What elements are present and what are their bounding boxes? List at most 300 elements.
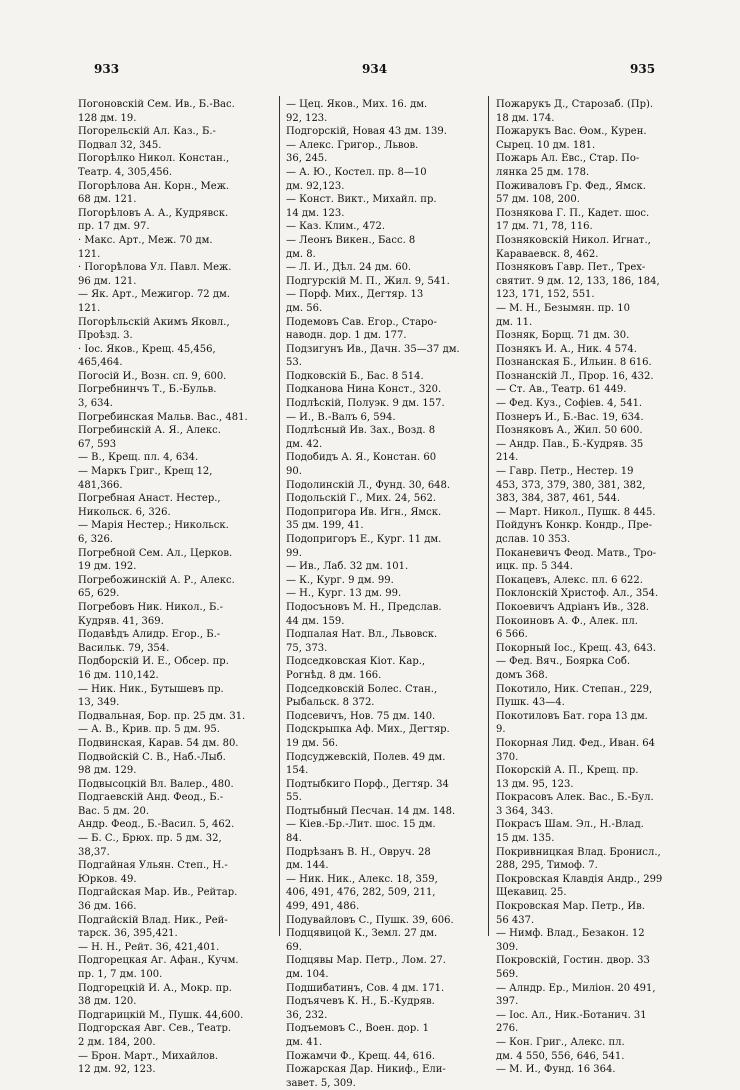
- directory-entry: [496, 1036, 701, 1063]
- entry-line: Покорскій А. П., Крещ. пр.: [496, 765, 639, 777]
- entry-line: 481,366.: [78, 479, 123, 491]
- entry-line: 12 дм. 92, 123.: [78, 1064, 156, 1076]
- entry-line: 67, 593: [78, 438, 117, 450]
- entry-line: Покоевичъ Адріанъ Ив., 328.: [496, 601, 650, 613]
- directory-entry: [496, 655, 701, 682]
- directory-entry: [496, 465, 701, 506]
- entry-line: 370.: [496, 751, 519, 763]
- entry-line: завет. 5, 309.: [286, 1077, 356, 1089]
- entry-line: — Ник. Ник., Бутышевъ пр.: [78, 683, 224, 695]
- entry-line: Подвинская, Карав. 54 дм. 80.: [78, 737, 239, 749]
- entry-line: 16 дм. 110,142.: [78, 669, 159, 681]
- entry-line: Каравaевск. 8, 462.: [496, 248, 599, 260]
- directory-entry: [78, 1022, 283, 1049]
- directory-entry: [496, 710, 701, 737]
- entry-line: Подвальная, Бор. пр. 25 дм. 31.: [78, 710, 246, 722]
- directory-entry: [286, 98, 491, 125]
- entry-line: 383, 384, 387, 461, 544.: [496, 493, 621, 505]
- directory-entry: [78, 411, 283, 425]
- entry-line: — Б. С., Брюх. пр. 5 дм. 32,: [78, 833, 222, 845]
- entry-line: Васильк. 79, 354.: [78, 642, 170, 654]
- entry-line: Пожарукъ Вас. Ѳом., Курен.: [496, 126, 647, 138]
- entry-line: Поклонскій Христоф. Ал., 354.: [496, 588, 659, 600]
- entry-line: 53.: [286, 357, 302, 369]
- directory-entry: [78, 723, 283, 737]
- entry-line: Пожамчи Ф., Крещ. 44, 616.: [286, 1050, 436, 1062]
- directory-entry: [496, 125, 701, 152]
- entry-line: — Конст. Викт., Михайл. пр.: [286, 194, 437, 206]
- entry-line: 35 дм. 199, 41.: [286, 520, 364, 532]
- directory-entry: [496, 152, 701, 179]
- directory-entry: [496, 900, 701, 927]
- entry-line: Позняковъ А., Жил. 50 600.: [496, 425, 643, 437]
- entry-line: Подцявицой К., Земл. 27 дм.: [286, 928, 438, 940]
- directory-entry: [78, 316, 283, 343]
- entry-line: Подскрыпка Аф. Мих., Дегтяр.: [286, 724, 450, 736]
- directory-entry: [78, 519, 283, 546]
- entry-line: 499, 491, 486.: [286, 901, 360, 913]
- entry-line: Рыбальск. 8 372.: [286, 697, 375, 709]
- directory-entry: [286, 533, 491, 560]
- directory-entry: [496, 438, 701, 465]
- entry-line: 19 дм. 56.: [286, 737, 339, 749]
- directory-entry: [78, 288, 283, 315]
- entry-line: Подгурскій М. П., Жил. 9, 541.: [286, 275, 450, 287]
- directory-entry: [286, 424, 491, 451]
- entry-line: Подувайловъ С., Пушк. 39, 606.: [286, 914, 454, 926]
- entry-line: Подемовъ Сав. Егор., Старо-: [286, 316, 437, 328]
- entry-line: 14 дм. 123.: [286, 207, 345, 219]
- directory-entry: [286, 778, 491, 805]
- directory-entry: [496, 424, 701, 438]
- entry-line: Пожарская Дар. Никиф., Ели-: [286, 1064, 446, 1076]
- entry-line: 57 дм. 108, 200.: [496, 194, 580, 206]
- entry-line: · Іос. Яков., Крещ. 45,456,: [78, 343, 216, 355]
- entry-line: 65, 629.: [78, 588, 120, 600]
- entry-line: Никольск. 6, 326.: [78, 506, 171, 518]
- entry-line: Погорельскій Ал. Каз., Б.-: [78, 126, 216, 138]
- directory-entry: [496, 356, 701, 370]
- entry-line: 38,37.: [78, 846, 110, 858]
- entry-line: · Погорѣлова Ул. Павл. Меж.: [78, 262, 232, 274]
- directory-entry: [286, 397, 491, 411]
- entry-line: Проѣзд. 3.: [78, 330, 133, 342]
- directory-entry: [78, 1009, 283, 1023]
- entry-line: — А. Ю., Костел. пр. 8—10: [286, 166, 427, 178]
- entry-line: Подковскій Б., Бас. 8 514.: [286, 370, 424, 382]
- directory-entry: [78, 655, 283, 682]
- entry-line: 36, 245.: [286, 153, 328, 165]
- entry-line: Погорѣловъ А. А., Кудрявск.: [78, 207, 229, 219]
- entry-line: 96 дм. 121.: [78, 275, 137, 287]
- directory-entry: [78, 207, 283, 234]
- entry-line: 18 дм. 174.: [496, 112, 555, 124]
- directory-entry: [286, 193, 491, 220]
- directory-entry: [496, 846, 701, 873]
- directory-entry: [286, 751, 491, 778]
- directory-entry: [286, 506, 491, 533]
- directory-entry: [286, 166, 491, 193]
- entry-line: Подольскій Г., Мих. 24, 562.: [286, 493, 437, 505]
- entry-line: дм. 41.: [286, 1036, 323, 1048]
- entry-line: — Леонъ Викен., Басс. 8: [286, 234, 416, 246]
- entry-line: Погосій И., Возн. сп. 9, 600.: [78, 370, 227, 382]
- directory-entry: [496, 234, 701, 261]
- entry-line: Рогнѣд. 8 дм. 166.: [286, 669, 382, 681]
- entry-line: Позняковъ Гавр. Пет., Трех-: [496, 262, 646, 274]
- entry-line: 99.: [286, 547, 302, 559]
- directory-entry: [78, 791, 283, 818]
- entry-line: Покровскій, Гостин. двор. 33: [496, 955, 650, 967]
- directory-entry: [496, 683, 701, 710]
- entry-line: — И., В.-Валъ 6, 594.: [286, 411, 396, 423]
- directory-entry: [286, 234, 491, 261]
- entry-line: Вас. 5 дм. 20.: [78, 805, 150, 817]
- directory-entry: [78, 737, 283, 751]
- entry-line: Покорный Іос., Крещ. 43, 643.: [496, 642, 657, 654]
- column-3: [496, 98, 701, 1077]
- directory-entry: [286, 275, 491, 289]
- entry-line: 453, 373, 379, 380, 381, 382,: [496, 479, 646, 491]
- entry-line: — Іос. Ал., Ник.-Ботанич. 31: [496, 1009, 647, 1021]
- directory-entry: [286, 587, 491, 601]
- directory-entry: [286, 288, 491, 315]
- entry-line: Пушк. 43—4.: [496, 697, 565, 709]
- directory-entry: [78, 832, 283, 859]
- directory-entry: [496, 873, 701, 900]
- directory-entry: [286, 492, 491, 506]
- directory-entry: [286, 560, 491, 574]
- entry-line: Подопригоръ Е., Кург. 11 дм.: [286, 534, 442, 545]
- entry-line: — Марія Нестер.; Никольск.: [78, 520, 229, 532]
- entry-line: Покацевъ, Алекс. пл. 6 622.: [496, 574, 643, 586]
- directory-entry: [496, 791, 701, 818]
- entry-line: — Каз. Клим., 472.: [286, 221, 386, 233]
- directory-entry: [496, 302, 701, 329]
- directory-entry: [496, 764, 701, 791]
- entry-line: 38 дм. 120.: [78, 996, 137, 1008]
- entry-line: Покорная Лид. Фед., Иван. 64: [496, 737, 656, 749]
- directory-entry: [496, 954, 701, 981]
- entry-line: 98 дм. 129.: [78, 765, 137, 777]
- entry-line: Подолинскій Л., Фунд. 30, 648.: [286, 479, 451, 491]
- entry-line: Познякова Г. П., Кадет. шос.: [496, 207, 650, 219]
- entry-line: Подтыбный Песчан. 14 дм. 148.: [286, 805, 456, 817]
- entry-line: лянка 25 дм. 178.: [496, 166, 590, 178]
- entry-line: 309.: [496, 941, 519, 953]
- entry-line: Позняк, Борщ. 71 дм. 30.: [496, 330, 630, 342]
- entry-line: 6, 326.: [78, 534, 113, 545]
- entry-line: Погребной Сем. Ал., Церков.: [78, 547, 233, 559]
- directory-entry: [286, 370, 491, 384]
- column-2: [286, 98, 491, 1090]
- column-1: [78, 98, 283, 1077]
- entry-line: святит. 9 дм. 12, 133, 186, 184,: [496, 275, 660, 287]
- page-number-center: 934: [362, 62, 388, 76]
- entry-line: 69.: [286, 941, 302, 953]
- directory-entry: [286, 846, 491, 873]
- entry-line: — К., Кург. 9 дм. 99.: [286, 574, 394, 586]
- entry-line: Подъячевъ К. Н., Б.-Кудряв.: [286, 996, 435, 1008]
- entry-line: 19 дм. 192.: [78, 561, 137, 573]
- entry-line: 154.: [286, 765, 309, 777]
- entry-line: 2 дм. 184, 200.: [78, 1036, 156, 1048]
- entry-line: 3 364, 343.: [496, 805, 554, 817]
- directory-entry: [496, 261, 701, 302]
- directory-entry: [496, 927, 701, 954]
- entry-line: Подгорская Авг. Сев., Театр.: [78, 1023, 232, 1035]
- entry-line: — Кон. Григ., Алекс. пл.: [496, 1036, 625, 1048]
- directory-entry: [496, 329, 701, 343]
- entry-line: 75, 373.: [286, 642, 328, 654]
- entry-line: Познанская Б., Ильин. 8 616.: [496, 357, 652, 369]
- directory-entry: [78, 180, 283, 207]
- directory-entry: [78, 886, 283, 913]
- entry-line: — Н. Н., Рейт. 36, 421,401.: [78, 941, 220, 953]
- entry-line: — М. И., Фунд. 16 364.: [496, 1064, 616, 1076]
- entry-line: 13, 349.: [78, 697, 120, 709]
- directory-entry: [78, 601, 283, 628]
- directory-entry: [78, 683, 283, 710]
- entry-line: Подвал 32, 345.: [78, 139, 162, 151]
- entry-line: Подгорскій, Новая 43 дм. 139.: [286, 126, 447, 138]
- directory-entry: [286, 383, 491, 397]
- directory-entry: [496, 98, 701, 125]
- entry-line: Подгарицкій М., Пушк. 44,600.: [78, 1009, 244, 1021]
- entry-line: дм. 42.: [286, 438, 323, 450]
- entry-line: Погорѣлко Никол. Констан.,: [78, 153, 230, 165]
- directory-entry: [78, 465, 283, 492]
- directory-entry: [286, 805, 491, 819]
- entry-line: Погорѣльскій Акимъ Яковл.,: [78, 316, 230, 328]
- entry-line: Подвысоцкій Вл. Валер., 480.: [78, 778, 234, 790]
- directory-entry: [286, 574, 491, 588]
- entry-line: — М. Н., Безымян. пр. 10: [496, 302, 630, 314]
- entry-line: Юрков. 49.: [78, 873, 137, 885]
- entry-line: Поканевичъ Феод. Матв., Тро-: [496, 547, 657, 559]
- directory-entry: [496, 397, 701, 411]
- entry-line: Андр. Феод., Б.-Васил. 5, 462.: [78, 819, 235, 831]
- directory-entry: [496, 547, 701, 574]
- entry-line: 17 дм. 71, 78, 116.: [496, 221, 593, 233]
- entry-line: 13 дм. 95, 123.: [496, 778, 574, 790]
- directory-entry: [78, 343, 283, 370]
- entry-line: Погребинская Мальв. Вас., 481.: [78, 411, 248, 423]
- entry-line: · Макс. Арт., Меж. 70 дм.: [78, 234, 213, 246]
- directory-entry: [496, 383, 701, 397]
- entry-line: Покривницкая Влад. Бронисл.,: [496, 846, 661, 858]
- entry-line: Познеръ И., Б.-Вас. 19, 634.: [496, 411, 644, 423]
- directory-entry: [78, 778, 283, 792]
- entry-line: Погребнинчъ Т., Б.-Бульв.: [78, 384, 217, 396]
- entry-line: дм. 92,123.: [286, 180, 345, 192]
- directory-entry: [286, 710, 491, 724]
- directory-entry: [78, 451, 283, 465]
- entry-line: Подвойскій С. В., Наб.-Лыб.: [78, 751, 226, 763]
- entry-line: 68 дм. 121.: [78, 194, 137, 206]
- entry-line: 121.: [78, 302, 101, 314]
- entry-line: Подсевичъ, Нов. 75 дм. 140.: [286, 710, 436, 722]
- directory-entry: [78, 941, 283, 955]
- directory-entry: [286, 261, 491, 275]
- entry-line: Подавѣдъ Алидр. Егор., Б.-: [78, 629, 221, 641]
- entry-line: дм. 144.: [286, 860, 329, 872]
- entry-line: 3, 634.: [78, 398, 113, 410]
- directory-entry: [496, 574, 701, 588]
- entry-line: — Андр. Пав., Б.-Кудряв. 35: [496, 438, 644, 450]
- entry-line: Пойдунъ Конкр. Кондр., Пре-: [496, 520, 653, 532]
- entry-line: — Ник. Ник., Алекс. 18, 359,: [286, 873, 438, 885]
- entry-line: — Гавр. Петр., Нестер. 19: [496, 466, 634, 478]
- page-number-left: 933: [94, 62, 120, 76]
- directory-entry: [286, 818, 491, 845]
- directory-entry: [286, 139, 491, 166]
- entry-line: Подседковская Кіот. Кар.,: [286, 656, 426, 668]
- entry-line: дслав. 10 353.: [496, 534, 571, 545]
- entry-line: дм. 11.: [496, 316, 533, 328]
- entry-line: Покровская Мар. Петр., Ив.: [496, 901, 645, 913]
- directory-entry: [78, 152, 283, 179]
- entry-line: 36 дм. 166.: [78, 901, 137, 913]
- directory-entry: [496, 506, 701, 520]
- entry-line: Подгайская Мар. Ив., Рейтар.: [78, 887, 238, 899]
- entry-line: Поживаловъ Гр. Фед., Ямск.: [496, 180, 646, 192]
- entry-line: пр. 1, 7 дм. 100.: [78, 969, 163, 980]
- directory-entry: [286, 927, 491, 954]
- entry-line: Подгорецкій И. А., Мокр. пр.: [78, 982, 232, 994]
- directory-entry: [78, 914, 283, 941]
- entry-line: тарск. 36, 395,421.: [78, 928, 178, 940]
- directory-entry: [78, 125, 283, 152]
- directory-entry: [78, 859, 283, 886]
- entry-line: — Ив., Лаб. 32 дм. 101.: [286, 561, 409, 573]
- directory-entry: [496, 601, 701, 615]
- entry-line: ицк. пр. 5 344.: [496, 561, 573, 573]
- directory-entry: [286, 411, 491, 425]
- directory-entry: [496, 818, 701, 845]
- entry-line: Подобидъ А. Я., Констан. 60: [286, 452, 437, 464]
- directory-entry: [78, 547, 283, 574]
- directory-entry: [286, 628, 491, 655]
- entry-line: Покрасъ Шам. Эл., Н.-Влад.: [496, 819, 644, 831]
- directory-entry: [78, 628, 283, 655]
- entry-line: 36, 232.: [286, 1009, 328, 1021]
- directory-entry: [496, 615, 701, 642]
- entry-line: дм. 56.: [286, 302, 323, 314]
- directory-entry: [286, 1050, 491, 1064]
- directory-entry: [496, 737, 701, 764]
- entry-line: Подтыбкиго Порф., Дегтяр. 34: [286, 778, 449, 790]
- entry-line: Погребожинскій А. Р., Алекс.: [78, 574, 235, 586]
- directory-entry: [286, 220, 491, 234]
- directory-entry: [286, 125, 491, 139]
- entry-line: Подканова Нина Конст., 320.: [286, 384, 442, 396]
- entry-line: Подзигунъ Ив., Дачн. 35—37 дм.: [286, 343, 460, 355]
- directory-entry: [286, 343, 491, 370]
- entry-line: Подгаевскій Анд. Феод., Б.-: [78, 792, 224, 804]
- directory-entry: [286, 1063, 491, 1090]
- directory-entry: [78, 710, 283, 724]
- entry-line: Подгайскій Влад. Ник., Рей-: [78, 914, 228, 926]
- entry-line: Подосъновъ М. Н., Предслав.: [286, 601, 442, 613]
- entry-line: Погребинскій А. Я., Алекс.: [78, 425, 221, 437]
- entry-line: Подрѣзанъ В. Н., Овруч. 28: [286, 846, 431, 858]
- entry-line: Покоиновъ А. Ф., Алек. пл.: [496, 615, 638, 627]
- entry-line: Подгорецкая Аг. Афан., Кучм.: [78, 955, 239, 967]
- entry-line: Щекавиц. 25.: [496, 887, 567, 899]
- entry-line: Покотило, Ник. Степан., 229,: [496, 683, 653, 695]
- entry-line: пр. 17 дм. 97.: [78, 221, 150, 233]
- directory-entry: [496, 642, 701, 656]
- entry-line: наводн. дор. 1 дм. 177.: [286, 330, 407, 342]
- entry-line: 56 437.: [496, 914, 535, 926]
- directory-entry: [286, 723, 491, 750]
- entry-line: Погорѣлова Ан. Корн., Меж.: [78, 180, 230, 192]
- directory-entry: [496, 1009, 701, 1036]
- entry-line: Покрасовъ Алек. Вас., Б.-Бул.: [496, 792, 654, 804]
- directory-entry: [496, 180, 701, 207]
- directory-entry: [286, 982, 491, 996]
- directory-entry: [286, 914, 491, 928]
- entry-line: 465,464.: [78, 357, 123, 369]
- directory-entry: [78, 234, 283, 261]
- page-number-right: 935: [630, 62, 656, 76]
- entry-line: — А. В., Крив. пр. 5 дм. 95.: [78, 724, 220, 736]
- directory-entry: [78, 1050, 283, 1077]
- entry-line: Кудряв. 41, 369.: [78, 615, 164, 627]
- entry-line: Театр. 4, 305,456.: [78, 166, 173, 178]
- directory-entry: [78, 574, 283, 601]
- entry-line: Познякъ И. А., Ник. 4 574.: [496, 343, 637, 355]
- entry-line: домъ 368.: [496, 669, 548, 681]
- entry-line: дм. 104.: [286, 969, 329, 980]
- entry-line: 90.: [286, 466, 302, 478]
- directory-entry: [286, 316, 491, 343]
- directory-entry: [78, 751, 283, 778]
- entry-line: — Л. И., Дѣл. 24 дм. 60.: [286, 262, 412, 274]
- entry-line: — Н., Кург. 13 дм. 99.: [286, 588, 402, 600]
- directory-entry: [286, 1022, 491, 1049]
- entry-line: Подшибатинъ, Сов. 4 дм. 171.: [286, 982, 445, 994]
- entry-line: Покотиловъ Бат. гора 13 дм.: [496, 710, 648, 722]
- entry-line: 92, 123.: [286, 112, 328, 124]
- entry-line: Погоновскій Сем. Ив., Б.-Вас.: [78, 99, 235, 110]
- entry-line: Погребовъ Ник. Никол., Б.-: [78, 601, 223, 613]
- directory-entry: [78, 818, 283, 832]
- entry-line: Подгайная Ульян. Степ., Н.-: [78, 860, 228, 872]
- entry-line: — Алекс. Григор., Львов.: [286, 139, 419, 151]
- directory-entry: [286, 954, 491, 981]
- directory-entry: [78, 383, 283, 410]
- entry-line: — Брон. Март., Михайлов.: [78, 1050, 218, 1062]
- directory-entry: [496, 982, 701, 1009]
- directory-entry: [496, 370, 701, 384]
- directory-entry: [286, 451, 491, 478]
- entry-line: Подсуджевскій, Полев. 49 дм.: [286, 751, 446, 763]
- directory-entry: [496, 343, 701, 357]
- entry-line: Пожарукъ Д., Старозаб. (Пр).: [496, 99, 654, 110]
- directory-entry: [496, 587, 701, 601]
- entry-line: 569.: [496, 969, 519, 980]
- entry-line: 128 дм. 19.: [78, 112, 137, 124]
- entry-line: — Фед. Вяч., Боярка Соб.: [496, 656, 631, 668]
- entry-line: Подпалая Нат. Вл., Львовск.: [286, 629, 438, 641]
- directory-entry: [78, 492, 283, 519]
- directory-entry: [496, 411, 701, 425]
- entry-line: Подборскій И. Е., Обсер. пр.: [78, 656, 229, 668]
- directory-entry: [496, 207, 701, 234]
- entry-line: Пожарь Ал. Евс., Стар. По-: [496, 153, 640, 165]
